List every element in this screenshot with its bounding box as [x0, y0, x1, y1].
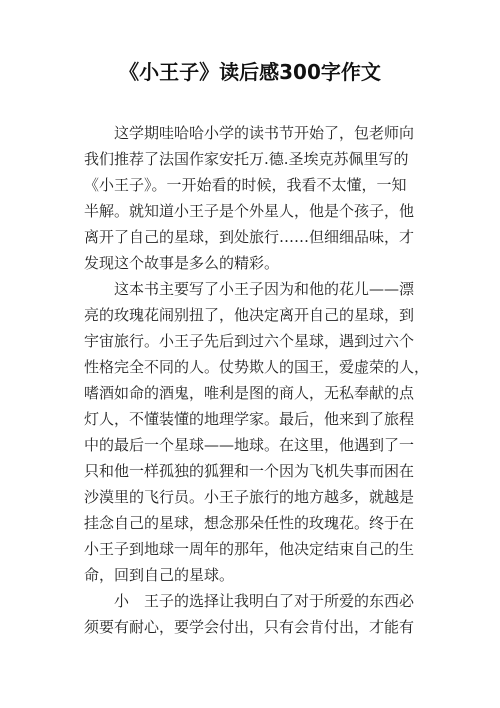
paragraph-1-line-6: 发现这个故事是多么的精彩。: [84, 254, 280, 272]
paragraph-1-line-2: 我们推荐了法国作家安托万.德.圣埃克苏佩里写的: [84, 150, 409, 168]
paragraph-3-line-1: 小 王子的选择让我明白了对于所爱的东西必: [114, 592, 415, 610]
paragraph-1-line-5: 离开了自己的星球，到处旅行……但细细品味，才: [84, 228, 415, 246]
paragraph-2-line-9: 沙漠里的飞行员。小王子旅行的地方越多，就越是: [84, 488, 415, 506]
paragraph-2-line-12: 命，回到自己的星球。: [84, 566, 235, 584]
paragraph-2-line-10: 挂念自己的星球，想念那朵任性的玫瑰花。终于在: [84, 514, 415, 532]
paragraph-1-line-4: 半解。就知道小王子是个外星人，他是个孩子，他: [84, 202, 415, 220]
paragraph-2-line-1: 这本书主要写了小王子因为和他的花儿——漂: [114, 280, 415, 298]
paragraph-2-line-8: 只和他一样孤独的狐狸和一个因为飞机失事而困在: [84, 462, 415, 480]
paragraph-2-line-3: 宇宙旅行。小王子先后到过六个星球，遇到过六个: [84, 332, 415, 350]
paragraph-2-line-5: 嗜酒如命的酒鬼，唯利是图的商人，无私奉献的点: [84, 384, 415, 402]
paragraph-1-line-1: 这学期哇哈哈小学的读书节开始了，包老师向: [114, 124, 415, 142]
page-title: 《小王子》读后感300字作文: [119, 60, 381, 84]
paragraph-2-line-11: 小王子到地球一周年的那年，他决定结束自己的生: [84, 540, 415, 558]
paragraph-2-line-7: 中的最后一个星球——地球。在这里，他遇到了一: [84, 436, 415, 454]
paragraph-2-line-4: 性格完全不同的人。仗势欺人的国王，爱虚荣的人，: [84, 358, 430, 376]
paragraph-1-line-3: 《小王子》。一开始看的时候，我看不太懂，一知: [84, 176, 407, 194]
paragraph-2-line-6: 灯人，不懂装懂的地理学家。最后，他来到了旅程: [84, 410, 415, 428]
paragraph-2-line-2: 亮的玫瑰花闹别扭了，他决定离开自己的星球，到: [84, 306, 415, 324]
essay-body: [84, 120, 430, 640]
paragraph-3-line-2: 须要有耐心，要学会付出，只有会肯付出，才能有: [84, 618, 415, 636]
